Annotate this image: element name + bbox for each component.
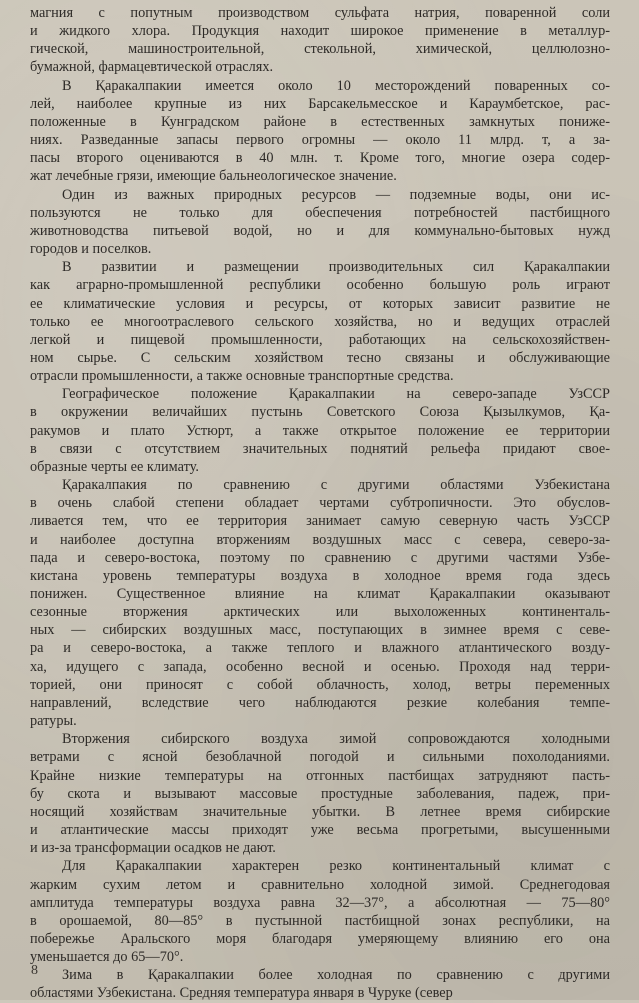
text-line: Зима в Қаракалпакии более холодная по сравнению с другими: [62, 967, 610, 984]
paragraph: [30, 857, 610, 966]
paragraph: [30, 4, 610, 77]
text-line: в очень слабой степени обладает чертами субтропичности. Это обуслов-: [30, 495, 610, 512]
text-line: в связи с отсутствием значительных поднятий рельефа придают свое-: [30, 440, 610, 457]
text-line: Вторжения сибирского воздуха зимой сопровождаются холодными: [62, 731, 610, 748]
text-line: лей, наиболее крупные из них Барсакельмесское и Караумбетское, рас-: [30, 95, 610, 112]
paragraph: [30, 730, 610, 857]
text-line: направлений, вследствие чего наблюдаются резкие колебания темпе-: [30, 694, 610, 711]
text-line: Географическое положение Қаракалпакии на северо-западе УзССР: [62, 386, 610, 403]
text-line: как аграрно-промышленной республики особенно большую роль играют: [30, 277, 610, 294]
text-line: Один из важных природных ресурсов — подземные воды, они ис-: [62, 186, 610, 203]
text-line: кистана уровень температуры воздуха в холодное время года здесь: [30, 567, 610, 584]
text-line: пада и северо-востока, поэтому по сравнению с другими частями Узбе-: [30, 549, 610, 566]
text-line: животноводства питьевой водой, но и для коммунально-бытовых нужд: [30, 222, 610, 239]
text-line: ветрами с ясной безоблачной погодой и сильными похолоданиями.: [30, 749, 610, 766]
body-text: [30, 4, 610, 1003]
text-line: образные черты ее климату.: [30, 458, 199, 475]
text-line: ниях. Разведанные запасы первого огромны — около 11 млрд. т, а за-: [30, 132, 610, 149]
text-line: Для Қаракалпакии характерен резко континентальный климат с: [62, 858, 610, 875]
text-line: пасы второго оцениваются в 40 млн. т. Кроме того, многие озера содер-: [30, 150, 610, 167]
text-line: ливается тем, что ее территория занимает самую северную часть УзССР: [30, 513, 610, 530]
text-line: ра и северо-востока, а также теплого и влажного атлантического возду-: [30, 640, 610, 657]
text-line: только ее многоотраслевого сельского хозяйства, но и ведущих отраслей: [30, 313, 610, 330]
text-line: Крайне низкие температуры на отгонных пастбищах затрудняют пасть-: [30, 767, 610, 784]
text-line: пользуются не только для обеспечения потребностей пастбищного: [30, 204, 610, 221]
paragraph: [30, 258, 610, 385]
text-line: магния с попутным производством сульфата натрия, поваренной соли: [30, 5, 610, 21]
text-line: легкой и пищевой промышленности, работающих на сельскохозяйствен-: [30, 331, 610, 348]
text-line: и жидкого хлора. Продукция находит широкое применение в металлур-: [30, 23, 610, 40]
text-line: ратуры.: [30, 713, 77, 730]
text-line: жат лечебные грязи, имеющие бальнеологическое значение.: [30, 168, 397, 185]
text-line: ха, идущего с запада, особенно весной и осенью. Проходя над терри-: [30, 658, 610, 675]
text-line: в окружении величайших пустынь Советского Союза Қызылкумов, Қа-: [30, 404, 610, 421]
text-line: городов и поселков.: [30, 241, 152, 258]
text-line: понижен. Существенное влияние на климат Қаракалпакии оказывают: [30, 586, 610, 602]
text-line: в орошаемой, 80—85° в пустынной пастбищной зонах республики, на: [30, 912, 610, 929]
text-line: Қаракалпакия по сравнению с другими областями Узбекистана: [62, 477, 610, 494]
text-line: гической, машиностроительной, стекольной, химической, целлюлозно-: [30, 41, 610, 58]
text-line: областями Узбекистана. Средняя температура января в Чуруке (север: [30, 985, 453, 1002]
text-line: и атлантические массы приходят уже весьма прогретыми, высушенными: [30, 822, 610, 839]
paragraph: [30, 476, 610, 730]
text-line: положенные в Кунградском районе в естественных замкнутых пониже-: [30, 113, 610, 130]
paragraph: [30, 186, 610, 259]
text-line: ее климатические условия и ресурсы, от которых зависит развитие не: [30, 295, 610, 312]
text-line: ных — сибирских воздушных масс, поступающих в зимнее время с севе-: [30, 622, 610, 639]
text-line: сезонные вторжения арктических или выхоложенных континенталь-: [30, 604, 610, 621]
paragraph: [30, 385, 610, 476]
text-line: ракумов и плато Устюрт, а также открытое положение ее территории: [30, 422, 610, 439]
text-line: и из-за трансформации осадков не дают.: [30, 840, 276, 857]
text-line: уменьшается до 65—70°.: [30, 949, 184, 966]
text-line: и наиболее доступна вторжениям воздушных масс с севера, северо-за-: [30, 531, 610, 548]
text-line: амплитуда температуры воздуха равна 32—37°, а абсолютная — 75—80°: [30, 894, 610, 911]
text-line: бумажной, фармацевтической отраслях.: [30, 59, 274, 76]
text-line: В развитии и размещении производительных сил Қаракалпакии: [62, 259, 610, 276]
text-line: ном сырье. С сельским хозяйством тесно связаны и обслуживающие: [30, 349, 610, 366]
text-line: В Қаракалпакии имеется около 10 месторождений поваренных со-: [62, 77, 610, 94]
paragraph: [30, 77, 610, 186]
text-line: отрасли промышленности, а также основные транспортные средства.: [30, 368, 454, 385]
text-line: бу скота и вызывают массовые простудные заболевания, падеж, при-: [30, 785, 610, 802]
text-line: жарким сухим летом и сравнительно холодной зимой. Среднегодовая: [30, 876, 610, 893]
text-line: торией, они приносят с собой облачность, холод, ветры переменных: [30, 676, 610, 693]
text-line: побережье Аральского моря благодаря умеряющему влиянию его она: [30, 930, 610, 947]
paragraph: [30, 966, 610, 1002]
text-line: носящий хозяйствам значительные убытки. В летнее время сибирские: [30, 803, 610, 820]
page-number: 8: [31, 963, 38, 978]
